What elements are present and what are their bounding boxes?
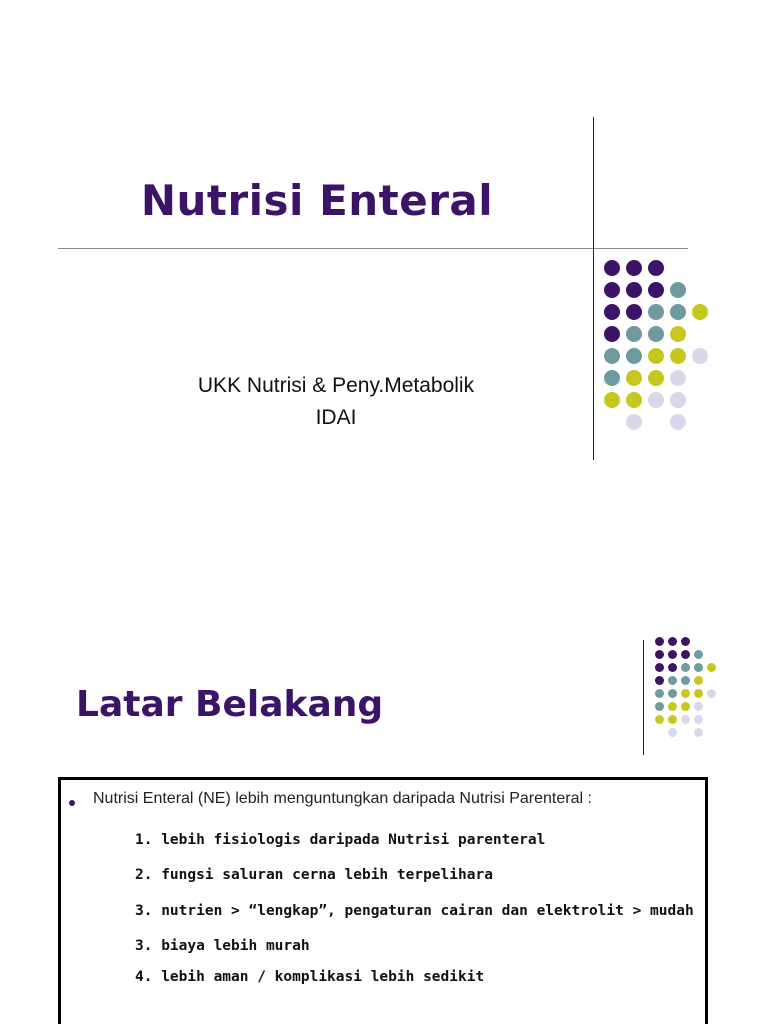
list-item-1: 1. lebih fisiologis daripada Nutrisi parenteral (135, 832, 546, 848)
dot-icon (694, 689, 703, 698)
dot-icon (707, 689, 716, 698)
dot-icon (694, 663, 703, 672)
dot-icon (670, 304, 686, 320)
dot-icon (668, 728, 677, 737)
dot-icon (604, 392, 620, 408)
dot-icon (670, 370, 686, 386)
dot-icon (604, 348, 620, 364)
slide-divider-vertical (643, 640, 644, 755)
slide-subtitle (150, 370, 522, 434)
dot-icon (604, 260, 620, 276)
dot-icon (655, 715, 664, 724)
dot-icon (670, 326, 686, 342)
slide-title: Nutrisi Enteral (140, 176, 494, 225)
slide-title: Latar Belakang (76, 684, 384, 725)
dot-icon (626, 260, 642, 276)
dot-icon (626, 348, 642, 364)
dot-icon (681, 663, 690, 672)
dot-icon (655, 637, 664, 646)
dot-icon (648, 260, 664, 276)
bullet-dot-icon (69, 800, 75, 806)
dot-icon (670, 348, 686, 364)
dot-icon (668, 702, 677, 711)
title-slide (0, 0, 768, 500)
dot-icon (707, 663, 716, 672)
dot-icon (668, 637, 677, 646)
dot-icon (670, 282, 686, 298)
dot-icon (670, 392, 686, 408)
bullet-text: Nutrisi Enteral (NE) lebih menguntungkan daripada Nutrisi Parenteral : (93, 790, 592, 807)
content-box (58, 777, 708, 1024)
dot-icon (681, 689, 690, 698)
list-item-3: 3. nutrien > “lengkap”, pengaturan cairan dan elektrolit > mudah (135, 903, 694, 919)
dot-icon (655, 676, 664, 685)
dot-icon (604, 304, 620, 320)
dot-icon (648, 370, 664, 386)
list-item-2: 2. fungsi saluran cerna lebih terpelihara (135, 867, 493, 883)
dot-icon (694, 715, 703, 724)
subtitle-line-1: UKK Nutrisi & Peny.Metabolik (197, 374, 475, 397)
dot-icon (681, 650, 690, 659)
dot-icon (626, 370, 642, 386)
dot-icon (604, 370, 620, 386)
list-item-5: 4. lebih aman / komplikasi lebih sedikit (135, 969, 485, 985)
dot-icon (692, 304, 708, 320)
dot-icon (648, 282, 664, 298)
dot-icon (655, 702, 664, 711)
list-item-4: 3. biaya lebih murah (135, 938, 310, 954)
dot-icon (668, 676, 677, 685)
dot-icon (655, 689, 664, 698)
dot-icon (681, 702, 690, 711)
dot-icon (648, 326, 664, 342)
dot-icon (626, 282, 642, 298)
dot-icon (604, 326, 620, 342)
dot-icon (626, 414, 642, 430)
dot-icon (681, 715, 690, 724)
dot-icon (694, 702, 703, 711)
dot-icon (681, 676, 690, 685)
dot-icon (655, 650, 664, 659)
dot-icon (694, 650, 703, 659)
dot-icon (648, 348, 664, 364)
dot-icon (626, 326, 642, 342)
dot-icon (648, 392, 664, 408)
dot-icon (692, 348, 708, 364)
dot-icon (694, 728, 703, 737)
dot-icon (626, 392, 642, 408)
dot-icon (668, 715, 677, 724)
subtitle-line-2: IDAI (315, 406, 357, 429)
dot-icon (668, 689, 677, 698)
dot-icon (648, 304, 664, 320)
dot-icon (604, 282, 620, 298)
dot-icon (655, 663, 664, 672)
dot-icon (668, 650, 677, 659)
title-divider-vertical (593, 117, 594, 460)
dot-icon (668, 663, 677, 672)
dot-icon (694, 676, 703, 685)
content-slide (0, 620, 768, 1024)
dot-icon (681, 637, 690, 646)
dot-icon (626, 304, 642, 320)
dot-icon (670, 414, 686, 430)
